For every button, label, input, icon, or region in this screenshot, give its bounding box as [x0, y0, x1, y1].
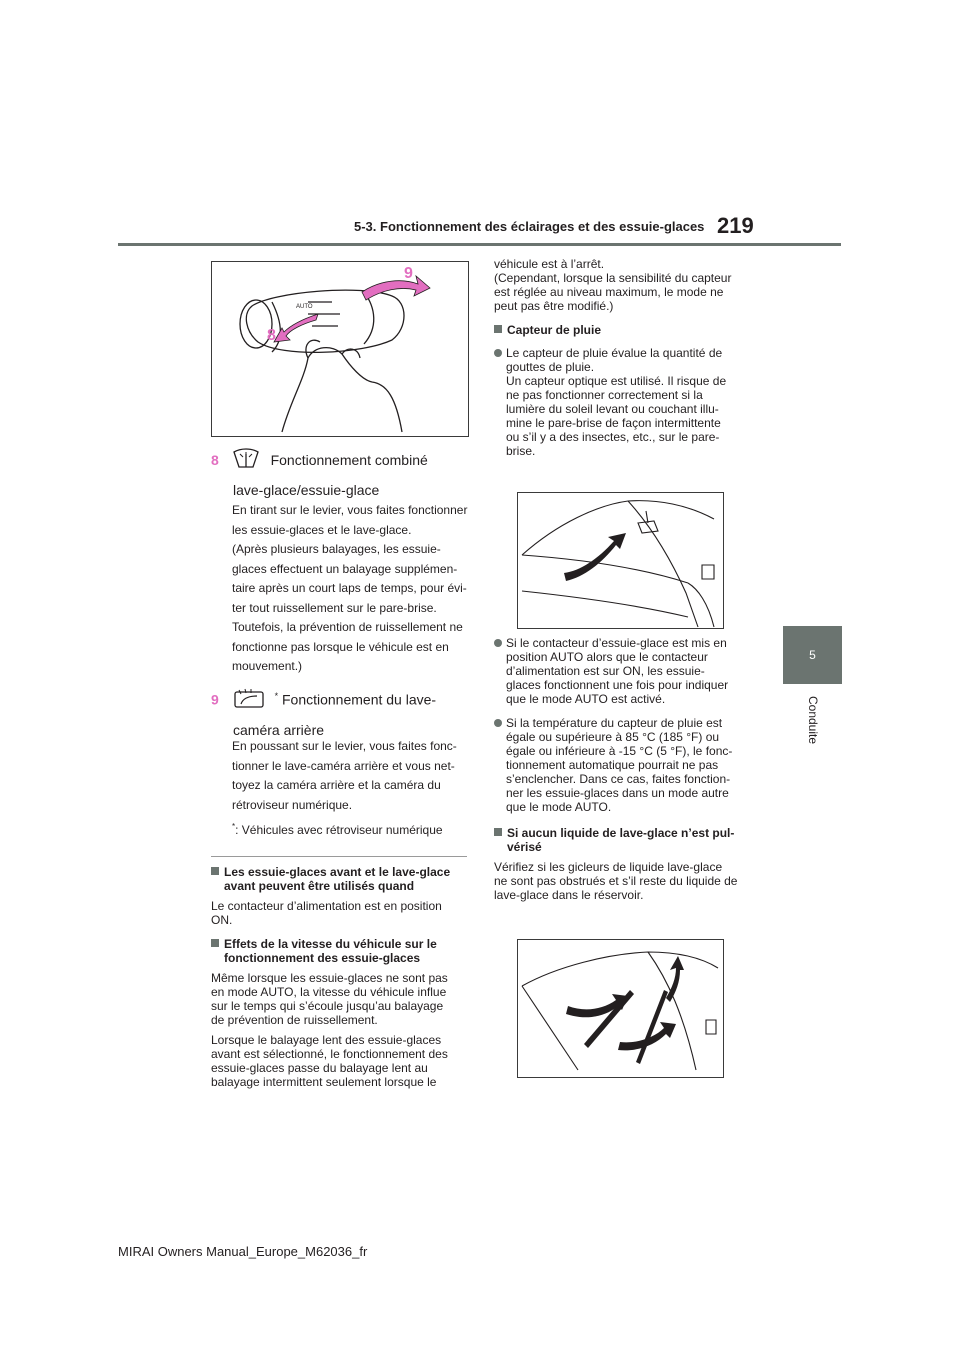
item8-line: (Après plusieurs balayages, les essuie-	[232, 542, 441, 556]
paragraph	[211, 971, 467, 1027]
section-heading-speed	[211, 937, 467, 965]
text-line: Le contacteur d’alimentation est en position	[211, 899, 442, 913]
callout-9: 9	[404, 265, 413, 282]
right-column-bullets	[494, 636, 756, 902]
text-line: tionnement automatique pourrait ne pas	[506, 758, 719, 772]
text-line: ON.	[211, 913, 233, 927]
text-line: ner les essuie-glaces dans un mode autre	[506, 786, 729, 800]
item9-heading	[211, 681, 471, 745]
text-line: que le mode AUTO.	[506, 800, 612, 814]
chapter-tab	[783, 626, 842, 684]
text-line: Même lorsque les essuie-glaces ne sont pas	[211, 971, 448, 985]
text-line: d’alimentation est sur ON, les essuie-	[506, 664, 705, 678]
text-line: Le capteur de pluie évalue la quantité de	[506, 346, 723, 360]
auto-lever-label: AUTO	[296, 304, 313, 310]
text-line: égale ou supérieure à 85 °C (185 °F) ou	[506, 730, 720, 744]
item8-heading	[211, 445, 471, 505]
heading-line: Les essuie-glaces avant et le lave-glace	[224, 865, 451, 879]
item8-line: les essuie-glaces et le lave-glace.	[232, 522, 412, 537]
section-heading-usable	[211, 865, 467, 893]
square-bullet-icon	[211, 867, 219, 875]
section-divider	[211, 856, 467, 857]
item8-line: glaces effectuent un balayage supplémen-	[232, 561, 458, 576]
washer-wiper-icon	[231, 448, 261, 470]
right-column-top	[494, 257, 756, 458]
text-line: mine le pare-brise de façon intermittente	[506, 416, 721, 430]
item9-description	[232, 737, 472, 841]
heading-line: Effets de la vitesse du véhicule sur le	[224, 937, 437, 951]
item9-title-line1: Fonctionnement du lave-	[278, 691, 437, 708]
text-line: gouttes de pluie.	[506, 360, 595, 374]
page-number: 219	[717, 213, 754, 238]
heading-line: vérisé	[507, 840, 542, 854]
section-header-title: 5-3. Fonctionnement des éclairages et des essuie-glaces	[354, 219, 705, 234]
washer-nozzles-drawing	[518, 940, 723, 1077]
chapter-label	[783, 690, 842, 750]
square-bullet-icon	[494, 828, 502, 836]
no-fluid-heading	[494, 826, 756, 854]
item8-title-line2: lave-glace/essuie-glace	[233, 482, 380, 498]
item8-line: fonctionne pas lorsque le véhicule est en	[232, 639, 449, 654]
text-line: Un capteur optique est utilisé. Il risque de	[506, 374, 727, 388]
text-line: lave-glace dans le réservoir.	[494, 888, 644, 902]
item9-line: En poussant sur le levier, vous faites fonc-	[232, 739, 457, 753]
text-line: lumière du soleil levant ou couchant illu-	[506, 402, 719, 416]
square-bullet-icon	[211, 939, 219, 947]
text-line: glaces fonctionnent une fois pour indiquer	[506, 678, 729, 692]
heading-text: Capteur de pluie	[507, 323, 602, 337]
footnote-mark: *	[232, 822, 236, 831]
heading-line: Si aucun liquide de lave-glace n’est pul-	[507, 826, 735, 840]
text-line: ou s’il y a des insectes, etc., sur le pare-	[506, 430, 720, 444]
item9-line: tionner le lave-caméra arrière et vous net-	[232, 758, 455, 773]
text-line: brise.	[506, 444, 536, 458]
item8-line: Toutefois, la prévention de ruissellement ne	[232, 620, 463, 634]
no-fluid-paragraph	[494, 860, 756, 902]
paragraph	[211, 1033, 467, 1089]
paragraph	[211, 899, 467, 927]
rain-sensor-heading	[494, 323, 756, 337]
text-line: Lorsque le balayage lent des essuie-glaces	[211, 1033, 442, 1047]
item9-footnote	[232, 817, 472, 841]
text-line: s’enclencher. Dans ce cas, faites fonction-	[506, 772, 731, 786]
text-line: en mode AUTO, la vitesse du véhicule influe	[211, 985, 447, 999]
text-line: que le mode AUTO est activé.	[506, 692, 666, 706]
auto-mode-bullet	[494, 636, 756, 706]
text-line: essuie-glaces passe du balayage lent au	[211, 1061, 428, 1075]
left-notes	[211, 865, 467, 1089]
text-line: ne sont pas obstrués et s’il reste du liquide de	[494, 874, 738, 888]
callout-8: 8	[267, 327, 276, 344]
chapter-number: 5	[809, 648, 816, 662]
rear-camera-washer-icon	[231, 688, 267, 710]
text-line: (Cependant, lorsque la sensibilité du capteur	[494, 271, 732, 285]
item8-line: En tirant sur le levier, vous faites fonctionner	[232, 503, 468, 517]
text-line: balayage intermittent seulement lorsque le	[211, 1075, 437, 1089]
item8-line: mouvement.)	[232, 659, 303, 673]
footer-manual-id: MIRAI Owners Manual_Europe_M62036_fr	[118, 1244, 368, 1259]
rain-sensor-bullet	[494, 346, 756, 458]
chapter-label-text: Conduite	[805, 695, 820, 745]
wiper-lever-illustration	[211, 261, 469, 437]
item9-title-line2: caméra arrière	[233, 721, 325, 738]
text-line: Si la température du capteur de pluie est	[506, 716, 723, 730]
text-line: Vérifiez si les gicleurs de liquide lave-glace	[494, 860, 723, 874]
heading-line: fonctionnement des essuie-glaces	[224, 951, 421, 965]
text-line: sur le temps qui s’écoule jusqu’au balayage	[211, 999, 444, 1013]
item8-line: taire après un court laps de temps, pour évi-	[232, 581, 467, 595]
header-rule	[118, 243, 841, 246]
item9-line: toyez la caméra arrière et la caméra du	[232, 778, 441, 792]
rain-sensor-illustration	[517, 492, 724, 629]
wiper-lever-drawing	[212, 262, 468, 436]
text-line: est réglée au niveau maximum, le mode ne	[494, 285, 724, 299]
item8-title-line1: Fonctionnement combiné	[270, 452, 428, 468]
item9-line: rétroviseur numérique.	[232, 797, 353, 812]
square-bullet-icon	[494, 325, 502, 333]
item9-number: 9	[211, 691, 219, 708]
text-line: peut pas être modifié.)	[494, 299, 614, 313]
text-line: avant est sélectionné, le fonctionnement des	[211, 1047, 448, 1061]
item8-description	[232, 501, 472, 677]
text-line: de prévention de ruissellement.	[211, 1013, 378, 1027]
item8-line: ter tout ruissellement sur le pare-brise.	[232, 600, 437, 615]
text-line: Si le contacteur d’essuie-glace est mis en	[506, 636, 727, 650]
item8-number: 8	[211, 452, 219, 468]
text-line: ne pas fonctionner correctement si la	[506, 388, 703, 402]
text-line: véhicule est à l’arrêt.	[494, 257, 605, 271]
heading-line: avant peuvent être utilisés quand	[224, 879, 415, 893]
item9-asterisk: *	[274, 691, 279, 701]
text-line: égale ou inférieure à -15 °C (5 °F), le fonc-	[506, 744, 733, 758]
rain-sensor-drawing	[518, 493, 723, 628]
footnote-text: : Véhicules avec rétroviseur numérique	[235, 823, 443, 837]
washer-nozzles-illustration	[517, 939, 724, 1078]
temperature-bullet	[494, 716, 756, 814]
text-line: position AUTO alors que le contacteur	[506, 650, 708, 664]
